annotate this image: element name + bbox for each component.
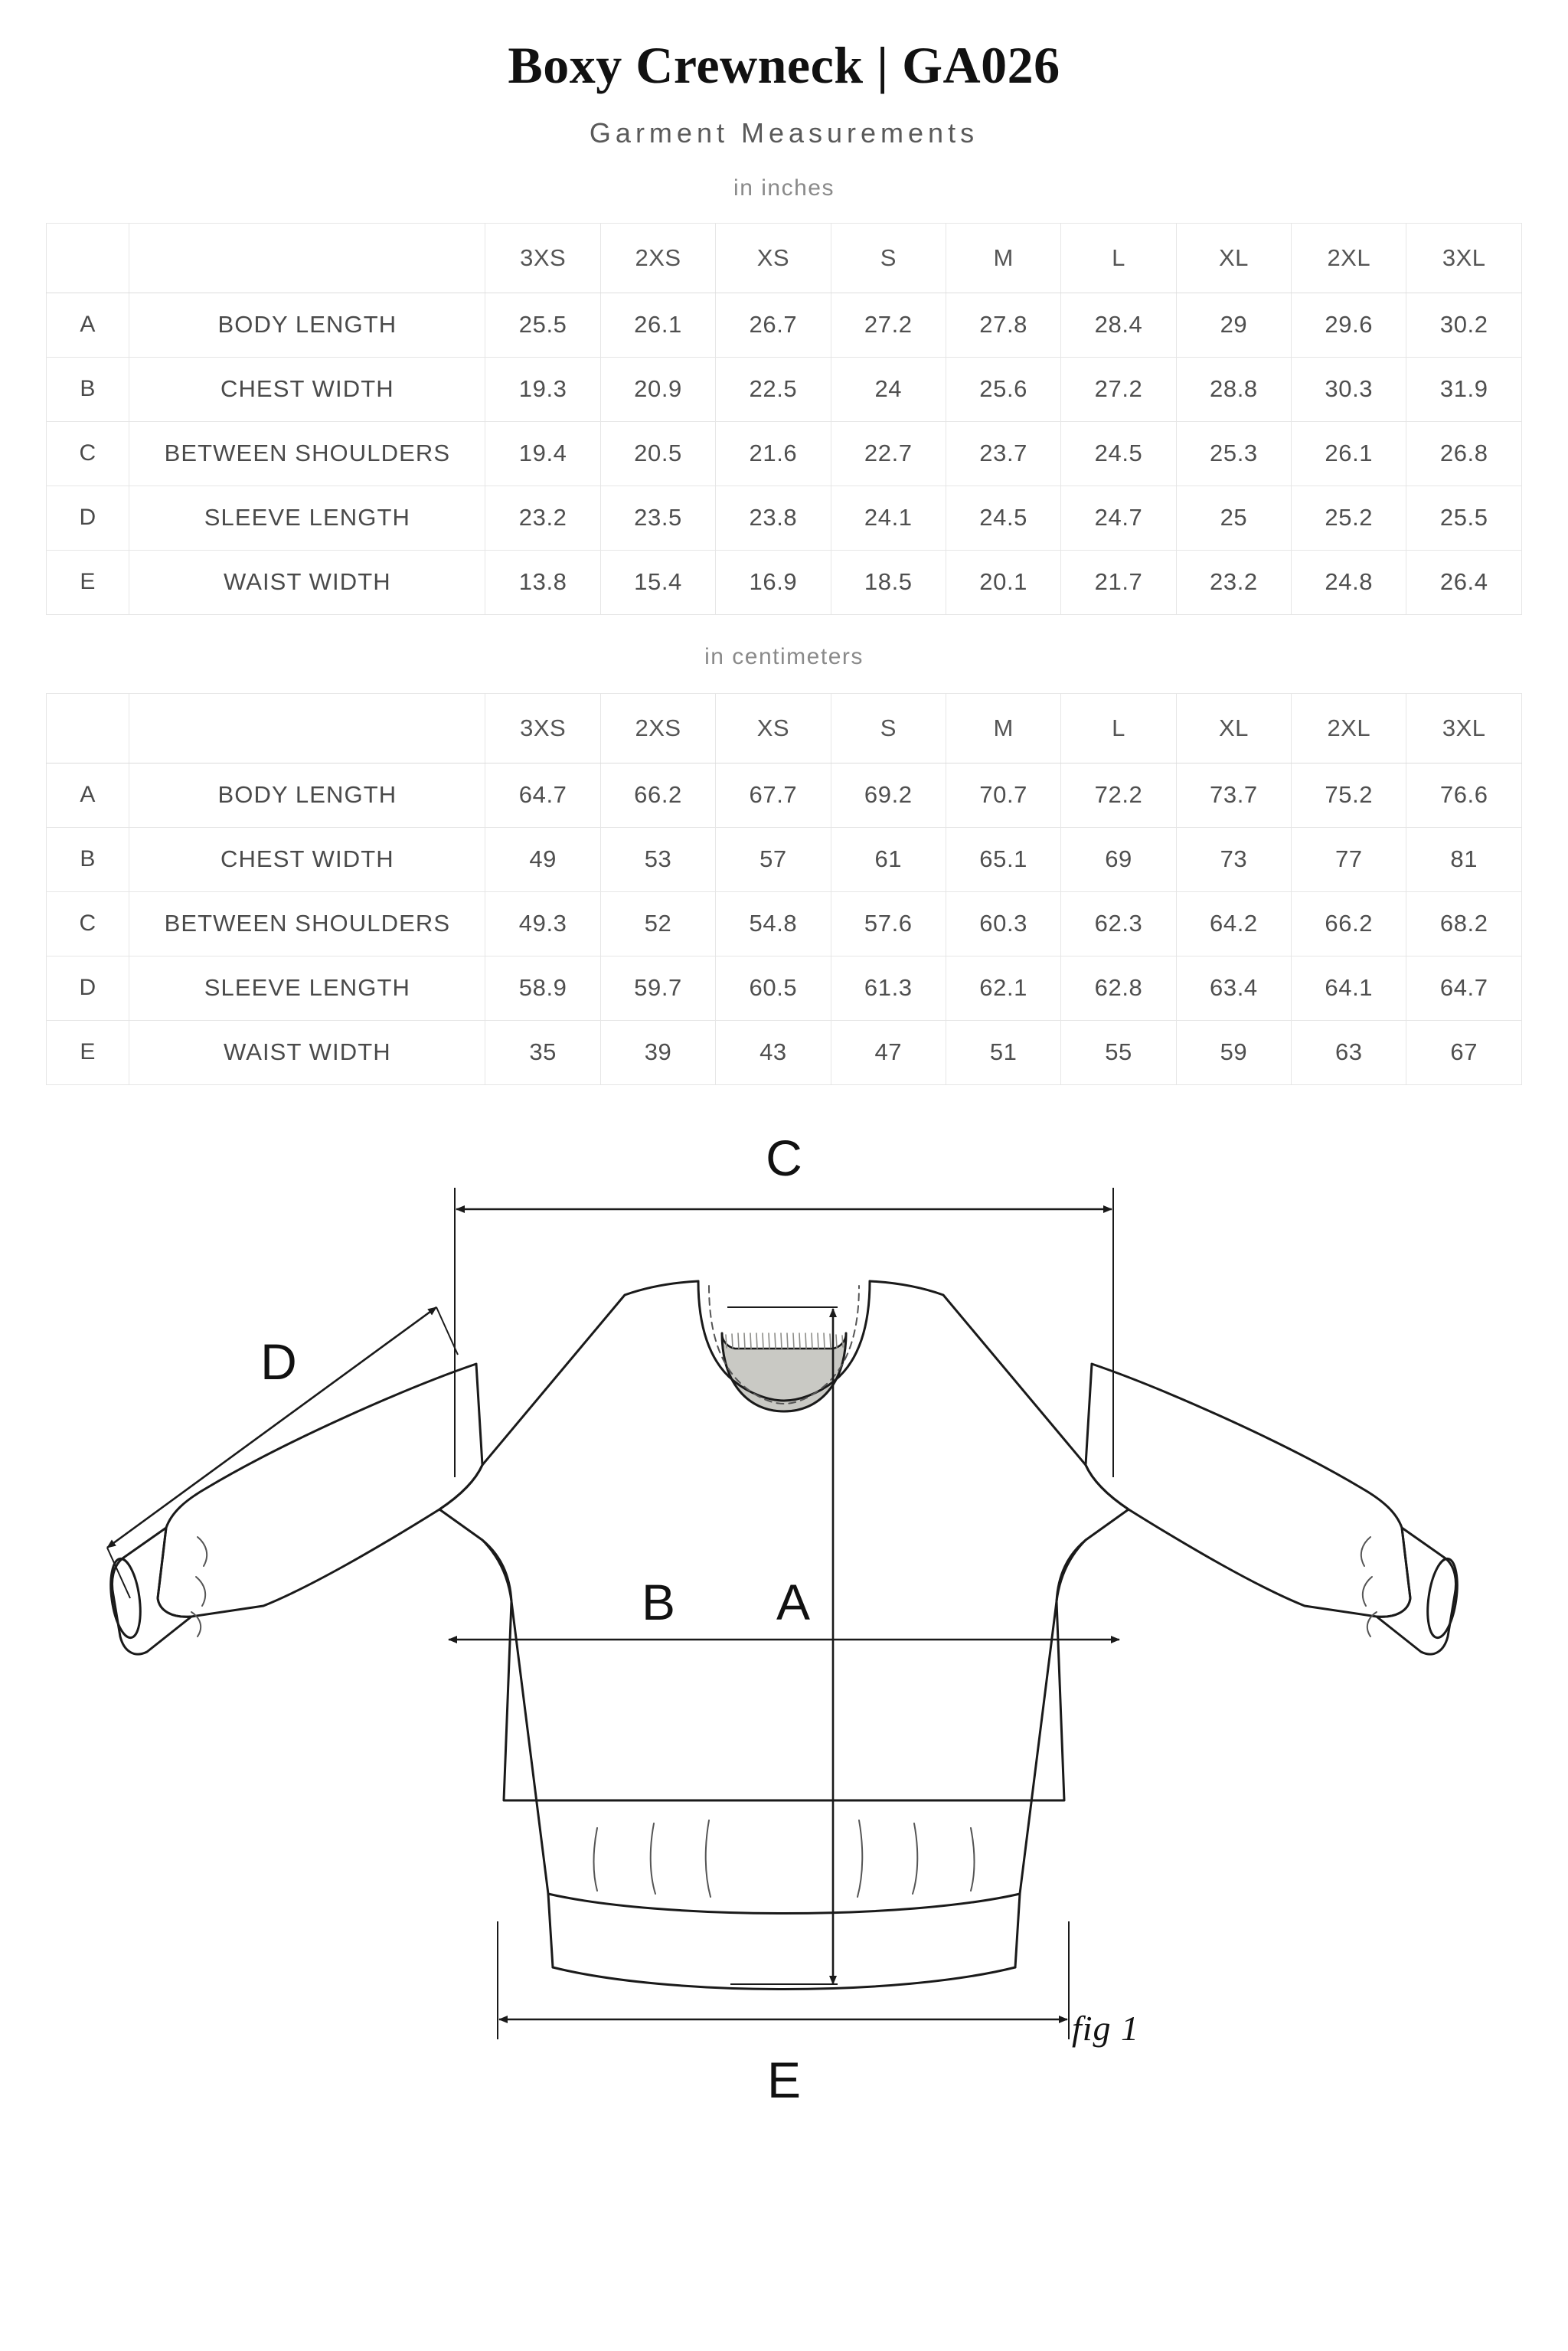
header-name-blank bbox=[129, 693, 485, 763]
header-size-2xl: 2XL bbox=[1292, 693, 1406, 763]
dimension-label-e: E bbox=[766, 2051, 802, 2108]
cell-value: 25.5 bbox=[485, 293, 600, 357]
body-lower-left bbox=[511, 1601, 548, 1894]
row-name: BETWEEN SHOULDERS bbox=[129, 891, 485, 956]
measurements-table-centimeters bbox=[46, 693, 1522, 1085]
table-header-row bbox=[47, 693, 1522, 763]
cell-value: 51 bbox=[946, 1020, 1060, 1084]
row-name: CHEST WIDTH bbox=[129, 357, 485, 421]
unit-label-inches: in inches bbox=[733, 175, 835, 201]
cell-value: 20.9 bbox=[600, 357, 715, 421]
cell-value: 29.6 bbox=[1292, 293, 1406, 357]
cell-value: 63 bbox=[1292, 1020, 1406, 1084]
cell-value: 69 bbox=[1061, 827, 1176, 891]
cell-value: 28.8 bbox=[1176, 357, 1291, 421]
cell-value: 20.1 bbox=[946, 550, 1060, 614]
unit-label-centimeters: in centimeters bbox=[704, 643, 864, 669]
left-cuff-opening bbox=[106, 1557, 145, 1640]
cell-value: 58.9 bbox=[485, 956, 600, 1020]
header-size-xs: XS bbox=[716, 693, 831, 763]
header-size-m: M bbox=[946, 223, 1060, 293]
cell-value: 27.2 bbox=[1061, 357, 1176, 421]
cell-value: 57 bbox=[716, 827, 831, 891]
cell-value: 62.3 bbox=[1061, 891, 1176, 956]
cell-value: 43 bbox=[716, 1020, 831, 1084]
cell-value: 23.2 bbox=[485, 486, 600, 550]
cell-value: 68.2 bbox=[1406, 891, 1522, 956]
cell-value: 23.7 bbox=[946, 421, 1060, 486]
cell-value: 61.3 bbox=[831, 956, 946, 1020]
table-row bbox=[47, 763, 1522, 827]
cell-value: 26.1 bbox=[1292, 421, 1406, 486]
cell-value: 77 bbox=[1292, 827, 1406, 891]
cell-value: 61 bbox=[831, 827, 946, 891]
right-sleeve-outline bbox=[1086, 1364, 1410, 1617]
row-letter: B bbox=[47, 827, 129, 891]
waistband-top-edge bbox=[548, 1894, 1020, 1914]
table-row bbox=[47, 827, 1522, 891]
cell-value: 23.8 bbox=[716, 486, 831, 550]
cell-value: 76.6 bbox=[1406, 763, 1522, 827]
body-lower-right bbox=[1020, 1601, 1057, 1894]
header-size-xl: XL bbox=[1176, 693, 1291, 763]
garment-technical-drawing bbox=[57, 1111, 1511, 2108]
cell-value: 22.5 bbox=[716, 357, 831, 421]
table-row bbox=[47, 891, 1522, 956]
cell-value: 25.2 bbox=[1292, 486, 1406, 550]
cell-value: 30.3 bbox=[1292, 357, 1406, 421]
cell-value: 57.6 bbox=[831, 891, 946, 956]
header-size-3xs: 3XS bbox=[485, 223, 600, 293]
cell-value: 26.8 bbox=[1406, 421, 1522, 486]
row-letter: E bbox=[47, 550, 129, 614]
cell-value: 72.2 bbox=[1061, 763, 1176, 827]
row-name: BETWEEN SHOULDERS bbox=[129, 421, 485, 486]
inches-table-wrapper bbox=[46, 223, 1522, 615]
cell-value: 24.5 bbox=[946, 486, 1060, 550]
cell-value: 24.5 bbox=[1061, 421, 1176, 486]
cell-value: 39 bbox=[600, 1020, 715, 1084]
header-size-3xl: 3XL bbox=[1406, 223, 1522, 293]
cell-value: 62.1 bbox=[946, 956, 1060, 1020]
row-name: WAIST WIDTH bbox=[129, 1020, 485, 1084]
cell-value: 65.1 bbox=[946, 827, 1060, 891]
cell-value: 67 bbox=[1406, 1020, 1522, 1084]
page-subtitle: Garment Measurements bbox=[589, 116, 979, 149]
table-row bbox=[47, 550, 1522, 614]
cell-value: 13.8 bbox=[485, 550, 600, 614]
row-letter: E bbox=[47, 1020, 129, 1084]
table-row bbox=[47, 293, 1522, 357]
header-size-xs: XS bbox=[716, 223, 831, 293]
row-name: BODY LENGTH bbox=[129, 293, 485, 357]
cell-value: 27.2 bbox=[831, 293, 946, 357]
cell-value: 24.8 bbox=[1292, 550, 1406, 614]
table-row bbox=[47, 486, 1522, 550]
cell-value: 24 bbox=[831, 357, 946, 421]
cell-value: 23.2 bbox=[1176, 550, 1291, 614]
table-row bbox=[47, 1020, 1522, 1084]
armhole-seam-right bbox=[1057, 1540, 1086, 1601]
table-row bbox=[47, 357, 1522, 421]
cell-value: 64.2 bbox=[1176, 891, 1291, 956]
cell-value: 25.6 bbox=[946, 357, 1060, 421]
cell-value: 47 bbox=[831, 1020, 946, 1084]
cell-value: 30.2 bbox=[1406, 293, 1522, 357]
dimension-label-b: B bbox=[641, 1573, 676, 1630]
cell-value: 19.4 bbox=[485, 421, 600, 486]
cell-value: 26.7 bbox=[716, 293, 831, 357]
cell-value: 35 bbox=[485, 1020, 600, 1084]
header-size-xl: XL bbox=[1176, 223, 1291, 293]
cell-value: 23.5 bbox=[600, 486, 715, 550]
cell-value: 66.2 bbox=[1292, 891, 1406, 956]
dimension-label-a: A bbox=[776, 1573, 811, 1630]
garment-figure bbox=[0, 1111, 1568, 2108]
cell-value: 49 bbox=[485, 827, 600, 891]
cell-value: 66.2 bbox=[600, 763, 715, 827]
row-letter: C bbox=[47, 891, 129, 956]
cell-value: 52 bbox=[600, 891, 715, 956]
header-size-l: L bbox=[1061, 223, 1176, 293]
cell-value: 63.4 bbox=[1176, 956, 1291, 1020]
cell-value: 53 bbox=[600, 827, 715, 891]
cell-value: 73 bbox=[1176, 827, 1291, 891]
cell-value: 64.7 bbox=[1406, 956, 1522, 1020]
waistband-left-side bbox=[548, 1894, 553, 1967]
cell-value: 20.5 bbox=[600, 421, 715, 486]
dimension-label-c: C bbox=[766, 1129, 802, 1186]
armhole-seam-left bbox=[482, 1540, 511, 1601]
centimeters-table-wrapper bbox=[46, 693, 1522, 1085]
cell-value: 24.1 bbox=[831, 486, 946, 550]
cell-value: 81 bbox=[1406, 827, 1522, 891]
cell-value: 59.7 bbox=[600, 956, 715, 1020]
waistband-bottom-edge bbox=[553, 1967, 1015, 1990]
cell-value: 31.9 bbox=[1406, 357, 1522, 421]
row-letter: C bbox=[47, 421, 129, 486]
waistband-right-side bbox=[1015, 1894, 1020, 1967]
figure-caption: fig 1 bbox=[1071, 2008, 1139, 2048]
row-letter: A bbox=[47, 763, 129, 827]
cell-value: 25.5 bbox=[1406, 486, 1522, 550]
cell-value: 25 bbox=[1176, 486, 1291, 550]
header-size-3xs: 3XS bbox=[485, 693, 600, 763]
page-title: Boxy Crewneck | GA026 bbox=[508, 36, 1060, 94]
cell-value: 26.1 bbox=[600, 293, 715, 357]
cell-value: 70.7 bbox=[946, 763, 1060, 827]
hem-gather-wrinkles bbox=[594, 1820, 975, 1897]
row-letter: A bbox=[47, 293, 129, 357]
header-size-2xl: 2XL bbox=[1292, 223, 1406, 293]
row-name: WAIST WIDTH bbox=[129, 550, 485, 614]
cell-value: 59 bbox=[1176, 1020, 1291, 1084]
cell-value: 26.4 bbox=[1406, 550, 1522, 614]
row-name: CHEST WIDTH bbox=[129, 827, 485, 891]
cell-value: 25.3 bbox=[1176, 421, 1291, 486]
cell-value: 21.7 bbox=[1061, 550, 1176, 614]
cell-value: 49.3 bbox=[485, 891, 600, 956]
header-size-2xs: 2XS bbox=[600, 693, 715, 763]
header-name-blank bbox=[129, 223, 485, 293]
header-size-s: S bbox=[831, 223, 946, 293]
table-header-row bbox=[47, 223, 1522, 293]
cell-value: 69.2 bbox=[831, 763, 946, 827]
cell-value: 67.7 bbox=[716, 763, 831, 827]
cell-value: 54.8 bbox=[716, 891, 831, 956]
cell-value: 15.4 bbox=[600, 550, 715, 614]
row-letter: B bbox=[47, 357, 129, 421]
left-sleeve-outline bbox=[158, 1364, 482, 1617]
cell-value: 75.2 bbox=[1292, 763, 1406, 827]
header-letter-blank bbox=[47, 693, 129, 763]
row-name: BODY LENGTH bbox=[129, 763, 485, 827]
neck-rib-texture bbox=[726, 1333, 843, 1349]
left-cuff-wrinkles bbox=[191, 1537, 207, 1637]
row-letter: D bbox=[47, 486, 129, 550]
row-name: SLEEVE LENGTH bbox=[129, 956, 485, 1020]
row-name: SLEEVE LENGTH bbox=[129, 486, 485, 550]
cell-value: 28.4 bbox=[1061, 293, 1176, 357]
cell-value: 60.3 bbox=[946, 891, 1060, 956]
cell-value: 29 bbox=[1176, 293, 1291, 357]
cell-value: 60.5 bbox=[716, 956, 831, 1020]
right-cuff-opening bbox=[1423, 1557, 1462, 1640]
row-letter: D bbox=[47, 956, 129, 1020]
cell-value: 16.9 bbox=[716, 550, 831, 614]
cell-value: 24.7 bbox=[1061, 486, 1176, 550]
header-size-2xs: 2XS bbox=[600, 223, 715, 293]
right-cuff-wrinkles bbox=[1361, 1537, 1377, 1637]
header-letter-blank bbox=[47, 223, 129, 293]
table-row bbox=[47, 956, 1522, 1020]
cell-value: 62.8 bbox=[1061, 956, 1176, 1020]
dimension-label-d: D bbox=[260, 1332, 297, 1390]
header-size-l: L bbox=[1061, 693, 1176, 763]
cell-value: 55 bbox=[1061, 1020, 1176, 1084]
cell-value: 64.1 bbox=[1292, 956, 1406, 1020]
measurements-table-inches bbox=[46, 223, 1522, 615]
header-size-3xl: 3XL bbox=[1406, 693, 1522, 763]
header-size-s: S bbox=[831, 693, 946, 763]
cell-value: 73.7 bbox=[1176, 763, 1291, 827]
cell-value: 19.3 bbox=[485, 357, 600, 421]
cell-value: 21.6 bbox=[716, 421, 831, 486]
cell-value: 22.7 bbox=[831, 421, 946, 486]
cell-value: 27.8 bbox=[946, 293, 1060, 357]
cell-value: 18.5 bbox=[831, 550, 946, 614]
header-size-m: M bbox=[946, 693, 1060, 763]
cell-value: 64.7 bbox=[485, 763, 600, 827]
table-row bbox=[47, 421, 1522, 486]
